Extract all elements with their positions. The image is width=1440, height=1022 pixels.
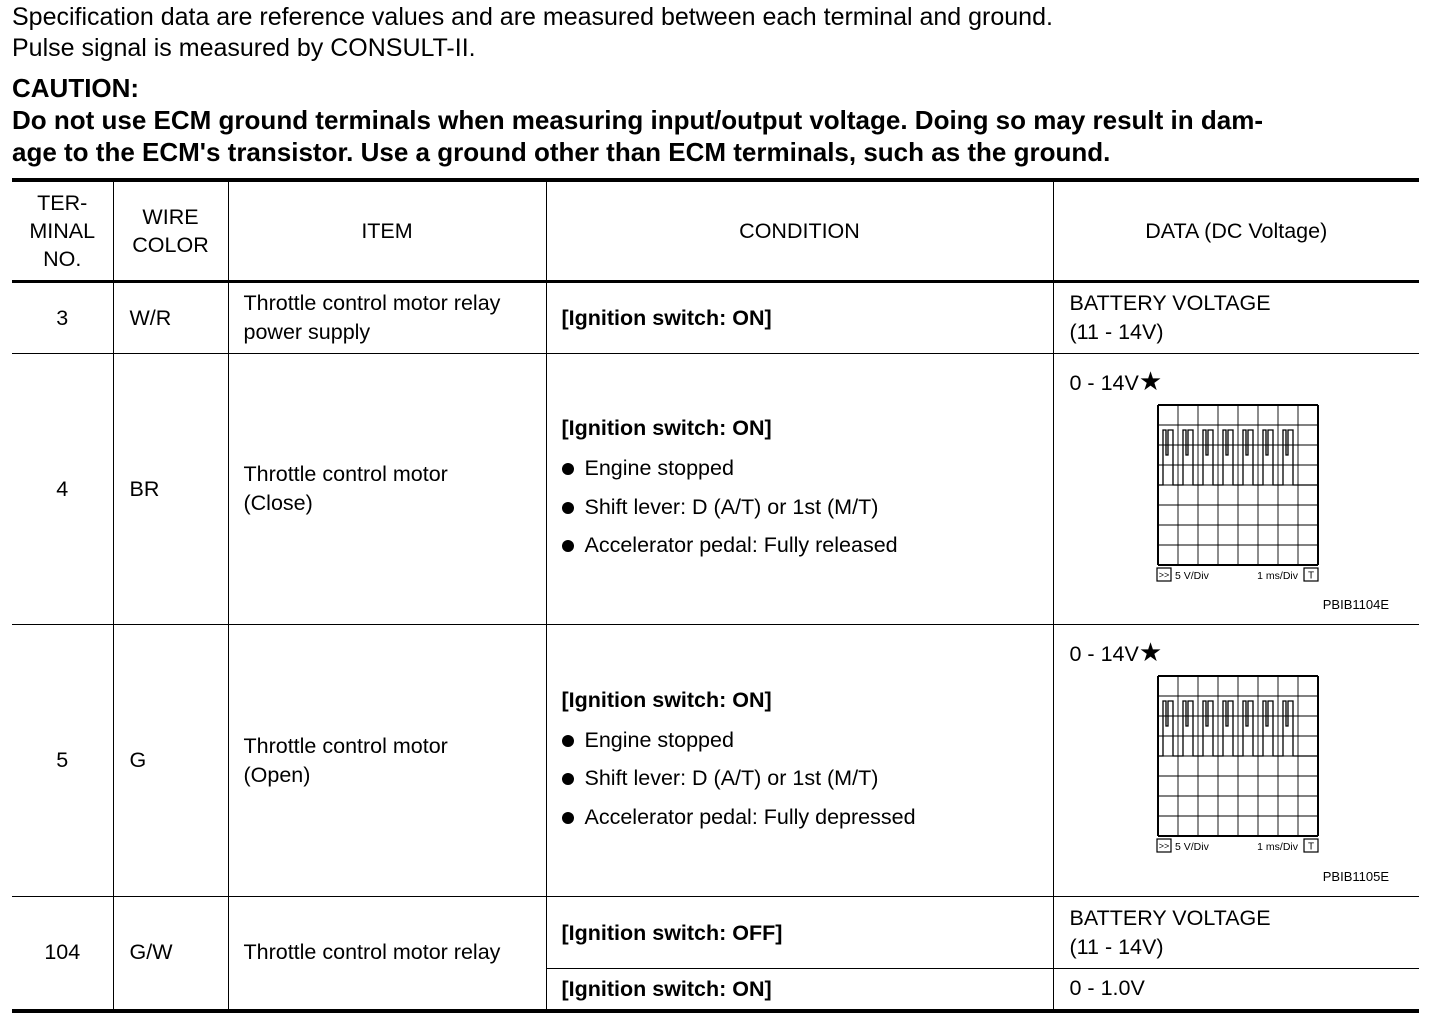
data-line: BATTERY VOLTAGE — [1069, 905, 1271, 930]
data-line: (11 - 14V) — [1069, 934, 1164, 959]
bullet-text: Shift lever: D (A/T) or 1st (M/T) — [584, 494, 879, 519]
data-voltage — [1070, 368, 1163, 396]
item-line: Throttle control motor — [243, 462, 448, 486]
wire-color: G — [113, 625, 228, 897]
condition-cell: [Ignition switch: OFF] — [546, 897, 1053, 969]
bullet-icon — [562, 735, 574, 747]
header-item: ITEM — [228, 180, 546, 282]
bullet-text: Accelerator pedal: Fully released — [584, 533, 898, 558]
oscilloscope-waveform — [1156, 403, 1322, 585]
figure-code: PBIB1105E — [1322, 869, 1389, 884]
list-item — [562, 526, 1053, 565]
caution-text — [12, 104, 1422, 168]
wire-color: W/R — [113, 282, 228, 354]
item-cell — [228, 282, 546, 354]
star-icon: ★ — [1138, 637, 1163, 667]
bullet-text: Shift lever: D (A/T) or 1st (M/T) — [584, 766, 879, 791]
data-cell: 0 - 1.0V — [1053, 969, 1419, 1011]
condition-cell — [546, 625, 1053, 897]
condition-cell: [Ignition switch: ON] — [546, 969, 1053, 1011]
bullet-icon — [562, 812, 574, 824]
condition-list — [562, 449, 1053, 565]
caution-heading: CAUTION: — [12, 73, 140, 103]
bullet-icon — [562, 463, 574, 475]
data-line: BATTERY VOLTAGE — [1069, 291, 1271, 315]
terminal-no: 5 — [12, 625, 113, 897]
table-header-row — [12, 180, 1419, 282]
header-condition: CONDITION — [546, 180, 1053, 282]
item-cell — [228, 354, 546, 625]
header-wire-line-1: WIRE — [142, 205, 199, 229]
terminal-no: 104 — [12, 897, 113, 1011]
list-item — [562, 488, 1053, 527]
header-terminal-line-1: TER- — [37, 191, 88, 215]
item-line: power supply — [243, 320, 371, 344]
table-row — [12, 282, 1419, 354]
intro-line-2: Pulse signal is measured by CONSULT-II. — [12, 34, 476, 62]
star-icon: ★ — [1138, 366, 1163, 396]
voltage-text: 0 - 14V — [1069, 642, 1139, 666]
scope-tdiv-label: 1 ms/Div — [1256, 570, 1298, 582]
header-wire-line-2: COLOR — [132, 233, 209, 257]
bullet-icon — [562, 540, 574, 552]
data-cell — [1053, 282, 1419, 354]
list-item — [562, 798, 1053, 837]
table-row — [12, 897, 1419, 969]
header-data: DATA (DC Voltage) — [1053, 180, 1419, 282]
terminal-no: 3 — [12, 282, 113, 354]
intro-line-1: Specification data are reference values and are measured between each terminal and ground. — [12, 3, 1053, 31]
wire-color: G/W — [113, 897, 228, 1011]
table-row — [12, 625, 1419, 897]
header-terminal-no — [12, 180, 113, 282]
item-line: (Close) — [243, 491, 313, 515]
scope-right-mark: T — [1307, 570, 1314, 582]
list-item — [562, 759, 1053, 798]
scope-right-mark: T — [1307, 841, 1314, 853]
terminal-spec-table — [12, 178, 1419, 1013]
wire-color: BR — [113, 354, 228, 625]
bullet-text: Engine stopped — [584, 456, 734, 481]
intro-text — [12, 2, 1053, 64]
bullet-icon — [562, 502, 574, 514]
voltage-text: 0 - 14V — [1069, 371, 1139, 395]
condition-title: [Ignition switch: ON] — [561, 687, 772, 712]
caution-line-2: age to the ECM's transistor. Use a ground other than ECM terminals, such as the ground. — [12, 137, 1111, 167]
caution-line-1: Do not use ECM ground terminals when measuring input/output voltage. Doing so may result in dam- — [12, 105, 1263, 135]
scope-left-mark: >> — [1158, 841, 1169, 851]
bullet-icon — [562, 773, 574, 785]
item-line: (Open) — [243, 762, 311, 787]
item-cell — [228, 625, 546, 897]
data-cell — [1053, 625, 1419, 897]
oscilloscope-waveform — [1156, 674, 1322, 856]
condition-title: [Ignition switch: ON] — [561, 416, 772, 441]
data-cell — [1053, 354, 1419, 625]
data-voltage — [1070, 639, 1163, 667]
scope-left-mark: >> — [1158, 570, 1169, 580]
bullet-text: Engine stopped — [584, 727, 734, 752]
data-cell — [1053, 897, 1419, 969]
scope-vdiv-label: 5 V/Div — [1174, 570, 1209, 582]
header-wire-color — [113, 180, 228, 282]
figure-code: PBIB1104E — [1322, 597, 1389, 612]
bullet-text: Accelerator pedal: Fully depressed — [584, 804, 916, 829]
scope-vdiv-label: 5 V/Div — [1174, 841, 1209, 853]
scope-tdiv-label: 1 ms/Div — [1256, 841, 1298, 853]
item-line: Throttle control motor relay — [243, 291, 501, 315]
list-item — [562, 449, 1053, 488]
condition-cell — [546, 354, 1053, 625]
list-item — [562, 721, 1053, 760]
table-row — [12, 354, 1419, 625]
condition-list — [562, 721, 1053, 837]
item-line: Throttle control motor — [243, 733, 448, 758]
header-terminal-line-2: MINAL — [29, 219, 96, 243]
header-terminal-line-3: NO. — [43, 247, 82, 271]
condition-cell: [Ignition switch: ON] — [546, 282, 1053, 354]
terminal-no: 4 — [12, 354, 113, 625]
item-cell: Throttle control motor relay — [228, 897, 546, 1011]
data-line: (11 - 14V) — [1069, 320, 1164, 344]
